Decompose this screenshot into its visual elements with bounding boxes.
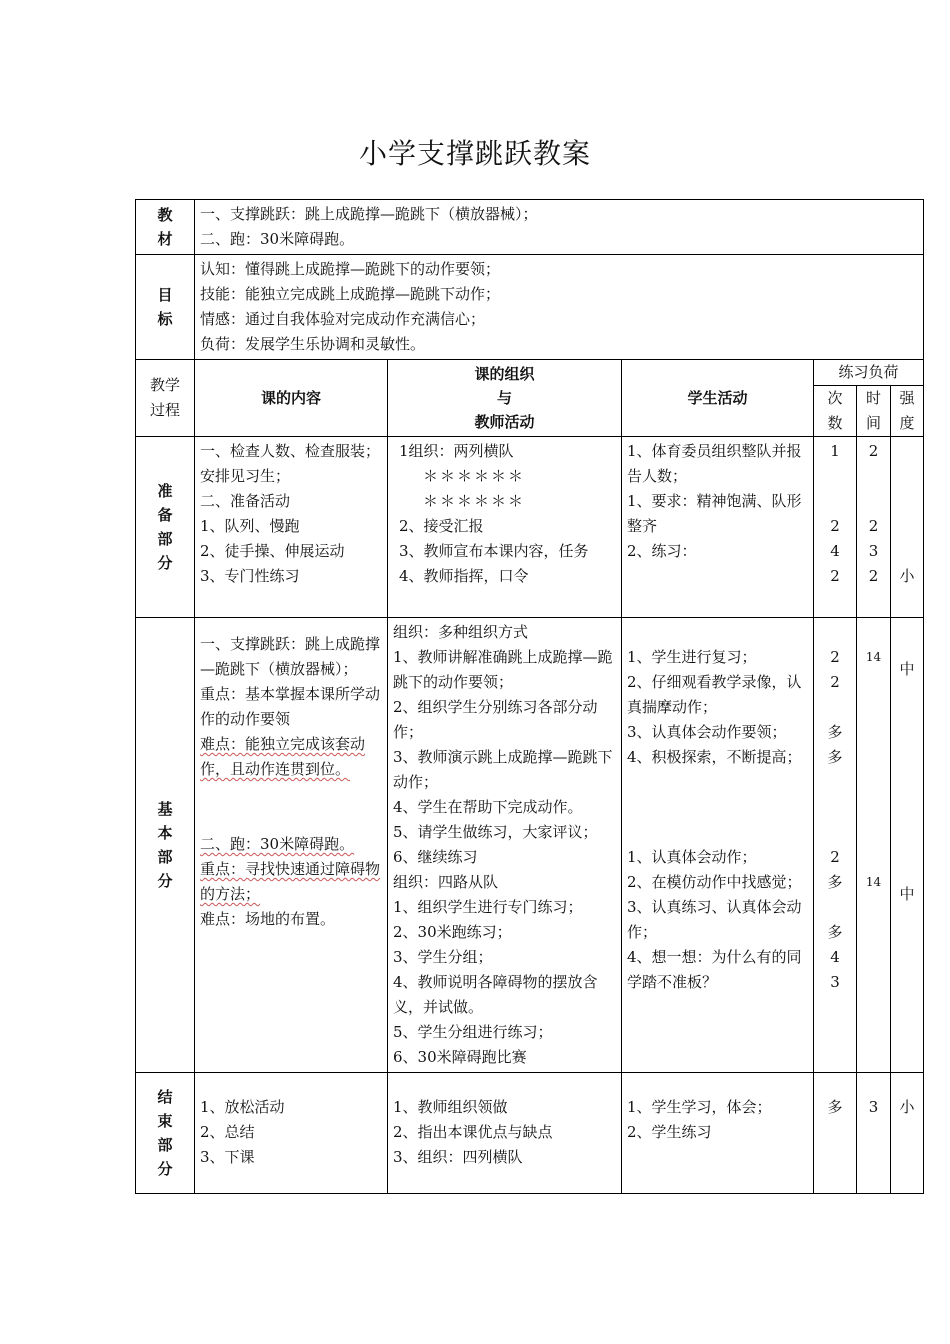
prep-org: 1组织：两列横队 ＊＊＊＊＊＊ ＊＊＊＊＊＊ 2、接受汇报 3、教师宣布本课内容，任务 4、教师指挥，口令 (388, 437, 622, 618)
material-content: 一、支撑跳跃：跳上成跪撑—跪跳下（横放器械）； 二、跑：30米障碍跑。 (195, 200, 924, 255)
basic-org: 组织：多种组织方式 1、教师讲解准确跳上成跪撑—跪跳下的动作要领； 2、组织学生分别练习各部分动作； 3、教师演示跳上成跪撑—跪跳下动作； 4、学生在帮助下完成动作。 5、请学生做练习，大家评议； 6、继续练习 组织：四路从队 1、组织学生进行专门练习； 2、30米跑练习； 3、学生分组； 4、教师说明各障碍物的摆放含义，并试做。 5、学生分组进行练习； 6、30米障碍跑比赛 (388, 618, 622, 1073)
intensity-header: 强 度 (891, 386, 924, 437)
prep-student: 1、体育委员组织整队并报告人数； 1、要求：精神饱满、队形整齐 2、练习： (622, 437, 814, 618)
end-time: 3 (857, 1073, 891, 1194)
time-header: 时 间 (857, 386, 891, 437)
end-intensity: 小 (891, 1073, 924, 1194)
prep-time: 2 2 3 2 (857, 437, 891, 618)
basic-content: 一、支撑跳跃：跳上成跪撑—跪跳下（横放器械）； 重点：基本掌握本课所学动作的动作要领 难点：能独立完成该套动作，且动作连贯到位。 二、跑：30米障碍跑。 重点：寻找快速通过障碍物的方法； 难点：场地的布置。 (195, 618, 388, 1073)
basic-count: 2 2 多 多 2 多 多 4 3 (814, 618, 857, 1073)
end-student: 1、学生学习，体会； 2、学生练习 (622, 1073, 814, 1194)
prep-count: 1 2 4 2 (814, 437, 857, 618)
basic-student: 1、学生进行复习； 2、仔细观看教学录像，认真揣摩动作； 3、认真体会动作要领； 4、积极探索，不断提高； 1、认真体会动作； 2、在模仿动作中找感觉； 3、认真练习、认真体会动作； 4、想一想：为什么有的同学踏不准板？ (622, 618, 814, 1073)
end-org: 1、教师组织领做 2、指出本课优点与缺点 3、组织：四列横队 (388, 1073, 622, 1194)
end-content: 1、放松活动 2、总结 3、下课 (195, 1073, 388, 1194)
basic-label: 基 本 部 分 (136, 618, 195, 1073)
lesson-plan-table (135, 199, 924, 1194)
org-header: 课的组织 与 教师活动 (388, 360, 622, 437)
end-row (136, 1073, 924, 1194)
material-row (136, 200, 924, 255)
header-row (136, 360, 924, 386)
count-header: 次 数 (814, 386, 857, 437)
goal-label: 目 标 (136, 255, 195, 360)
end-label: 结 束 部 分 (136, 1073, 195, 1194)
page-title: 小学支撑跳跃教案 (358, 137, 591, 170)
student-header: 学生活动 (622, 360, 814, 437)
prep-intensity: 小 (891, 437, 924, 618)
end-count: 多 (814, 1073, 857, 1194)
process-header: 教学 过程 (136, 360, 195, 437)
goal-row (136, 255, 924, 360)
basic-row (136, 618, 924, 1073)
load-header: 练习负荷 (814, 360, 924, 386)
material-label: 教 材 (136, 200, 195, 255)
content-header: 课的内容 (195, 360, 388, 437)
basic-time: 14 14 (857, 618, 891, 1073)
prep-label: 准 备 部 分 (136, 437, 195, 618)
prep-content: 一、检查人数、检查服装；安排见习生； 二、准备活动 1、队列、慢跑 2、徒手操、伸展运动 3、专门性练习 (195, 437, 388, 618)
goal-content: 认知：懂得跳上成跪撑—跪跳下的动作要领； 技能：能独立完成跳上成跪撑—跪跳下动作； 情感：通过自我体验对完成动作充满信心； 负荷：发展学生乐协调和灵敏性。 (195, 255, 924, 360)
basic-intensity: 中 中 (891, 618, 924, 1073)
prep-row (136, 437, 924, 618)
